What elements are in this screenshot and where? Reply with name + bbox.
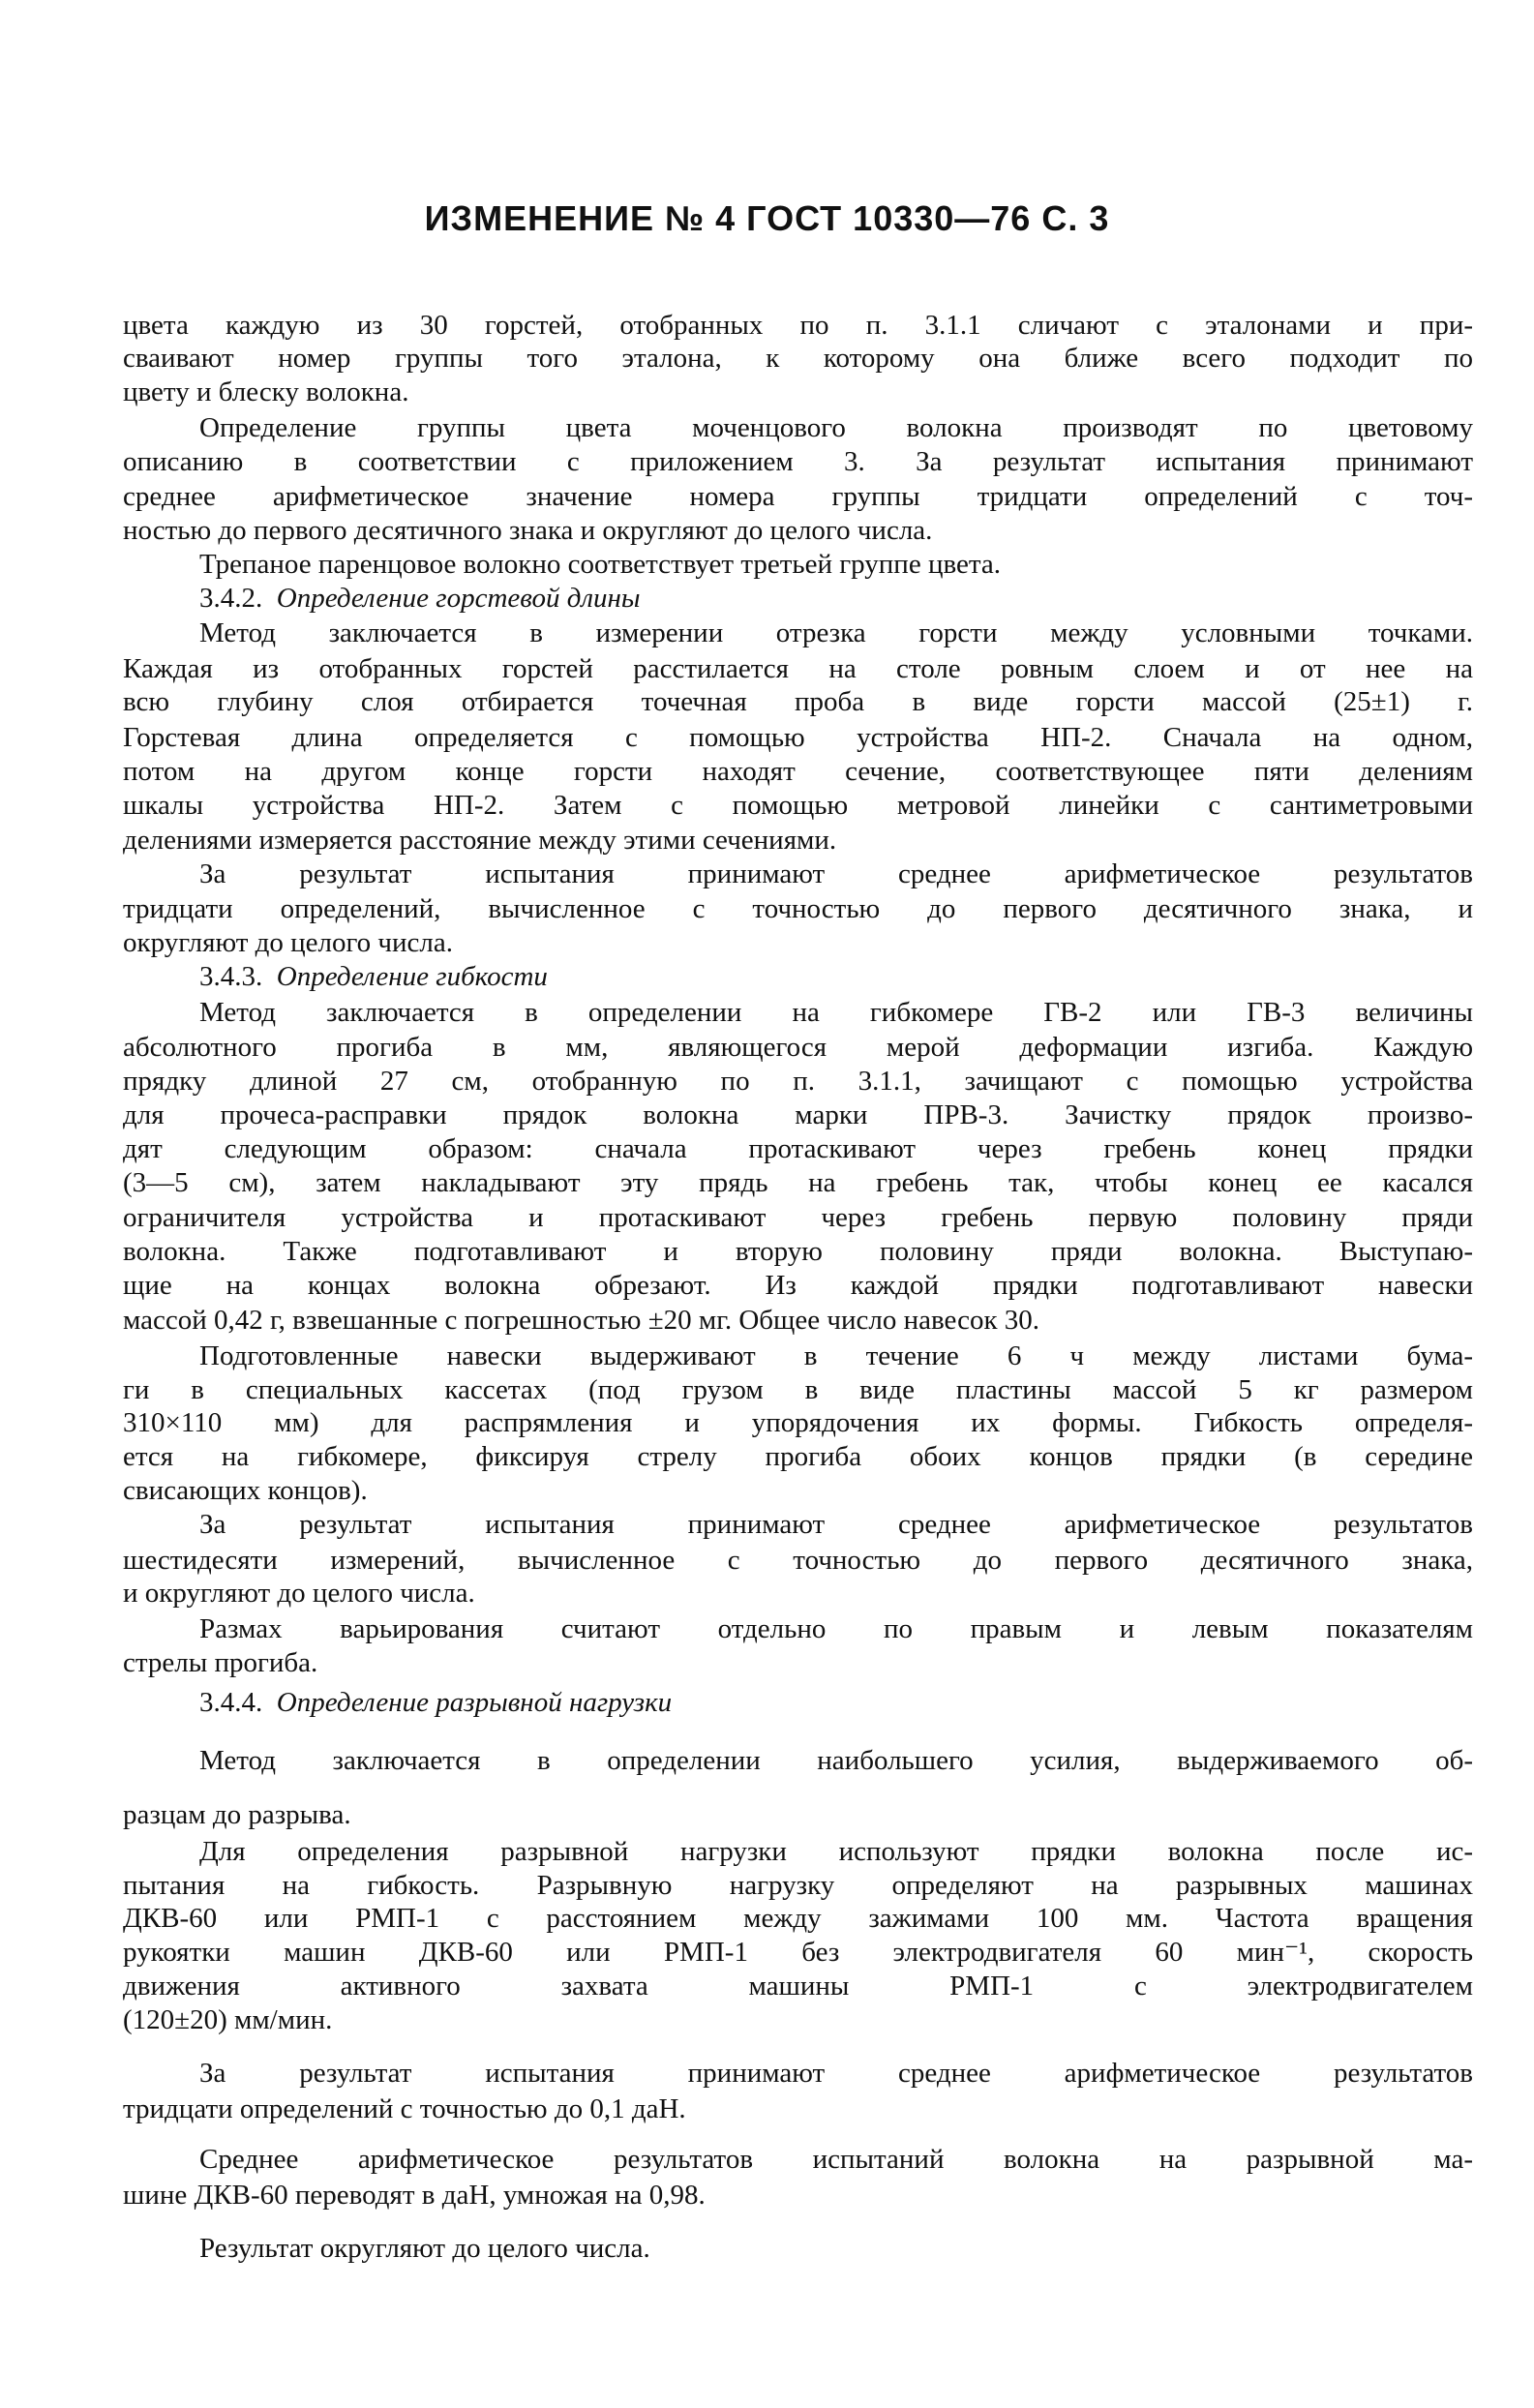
text-line: Подготовленные навески выдерживают в течение 6 ч между листами бума- bbox=[199, 1340, 1473, 1371]
text-line: Среднее арифметическое результатов испытаний волокна на разрывной ма- bbox=[199, 2144, 1473, 2175]
text-line: пытания на гибкость. Разрывную нагрузку определяют на разрывных машинах bbox=[123, 1870, 1473, 1901]
text-line: Результат округляют до целого числа. bbox=[199, 2233, 650, 2264]
text-line: округляют до целого числа. bbox=[123, 927, 454, 958]
text-line: щие на концах волокна обрезают. Из каждой прядки подготавливают навески bbox=[123, 1270, 1473, 1301]
section-number: 3.4.2. bbox=[199, 583, 263, 614]
text-line: Определение группы цвета моченцового волокна производят по цветовому bbox=[199, 412, 1473, 443]
section-title: Определение гибкости bbox=[276, 961, 548, 992]
section-title: Определение разрывной нагрузки bbox=[276, 1687, 673, 1718]
text-line: цвету и блеску волокна. bbox=[123, 376, 409, 407]
text-line: прядку длиной 27 см, отобранную по п. 3.1.1, зачищают с помощью устройства bbox=[123, 1066, 1473, 1097]
section-heading bbox=[199, 960, 1473, 993]
text-line: делениями измеряется расстояние между этими сечениями. bbox=[123, 825, 837, 856]
text-line: За результат испытания принимают среднее арифметическое результатов bbox=[199, 1509, 1473, 1540]
text-line: (120±20) мм/мин. bbox=[123, 2004, 333, 2035]
text-line: Каждая из отобранных горстей расстилается на столе ровным слоем и от нее на bbox=[123, 653, 1473, 684]
text-line: 310×110 мм) для распрямления и упорядочения их формы. Гибкость определя- bbox=[123, 1407, 1473, 1438]
text-line: среднее арифметическое значение номера группы тридцати определений с точ- bbox=[123, 481, 1473, 512]
section-number: 3.4.3. bbox=[199, 961, 263, 992]
text-line: стрелы прогиба. bbox=[123, 1647, 318, 1678]
text-line: (3—5 см), затем накладывают эту прядь на гребень так, чтобы конец ее касался bbox=[123, 1167, 1473, 1198]
text-line: цвета каждую из 30 горстей, отобранных по п. 3.1.1 сличают с эталонами и при- bbox=[123, 310, 1473, 341]
text-line: и округляют до целого числа. bbox=[123, 1578, 475, 1609]
text-line: ностью до первого десятичного знака и округляют до целого числа. bbox=[123, 515, 933, 546]
text-line: свисающих концов). bbox=[123, 1475, 368, 1506]
text-line: ется на гибкомере, фиксируя стрелу прогиба обоих концов прядки (в середине bbox=[123, 1441, 1473, 1472]
section-heading bbox=[199, 1686, 1473, 1719]
text-line: Метод заключается в определении на гибкомере ГВ-2 или ГВ-3 величины bbox=[199, 997, 1473, 1028]
text-line: Горстевая длина определяется с помощью устройства НП-2. Сначала на одном, bbox=[123, 722, 1473, 753]
text-line: рукоятки машин ДКВ-60 или РМП-1 без электродвигателя 60 мин⁻¹, скорость bbox=[123, 1937, 1473, 1968]
text-line: дят следующим образом: сначала протаскивают через гребень конец прядки bbox=[123, 1133, 1473, 1164]
text-line: сваивают номер группы того эталона, к которому она ближе всего подходит по bbox=[123, 343, 1473, 374]
section-heading bbox=[199, 582, 1473, 615]
text-line: массой 0,42 г, взвешанные с погрешностью ±20 мг. Общее число навесок 30. bbox=[123, 1305, 1040, 1336]
text-line: абсолютного прогиба в мм, являющегося мерой деформации изгиба. Каждую bbox=[123, 1032, 1473, 1063]
text-line: потом на другом конце горсти находят сечение, соответствующее пяти делениям bbox=[123, 756, 1473, 787]
text-line: За результат испытания принимают среднее арифметическое результатов bbox=[199, 858, 1473, 889]
text-line: Метод заключается в измерении отрезка горсти между условными точками. bbox=[199, 617, 1473, 648]
text-line: разцам до разрыва. bbox=[123, 1799, 351, 1830]
text-line: описанию в соответствии с приложением 3. За результат испытания принимают bbox=[123, 446, 1473, 477]
text-line: Размах варьирования считают отдельно по правым и левым показателям bbox=[199, 1613, 1473, 1644]
section-number: 3.4.4. bbox=[199, 1687, 263, 1718]
section-title: Определение горстевой длины bbox=[276, 583, 641, 614]
text-line: шине ДКВ-60 переводят в даН, умножая на 0,98. bbox=[123, 2180, 706, 2211]
text-line: ги в специальных кассетах (под грузом в виде пластины массой 5 кг размером bbox=[123, 1374, 1473, 1405]
text-line: тридцати определений, вычисленное с точностью до первого десятичного знака, и bbox=[123, 893, 1473, 924]
text-line: движения активного захвата машины РМП-1 с электродвигателем bbox=[123, 1971, 1473, 2002]
text-line: шкалы устройства НП-2. Затем с помощью метровой линейки с сантиметровыми bbox=[123, 790, 1473, 821]
text-line: За результат испытания принимают среднее арифметическое результатов bbox=[199, 2058, 1473, 2089]
text-line: тридцати определений с точностью до 0,1 даН. bbox=[123, 2093, 686, 2124]
text-line: Метод заключается в определении наибольшего усилия, выдерживаемого об- bbox=[199, 1745, 1473, 1776]
text-line: ограничителя устройства и протаскивают через гребень первую половину пряди bbox=[123, 1202, 1473, 1233]
text-line: Для определения разрывной нагрузки используют прядки волокна после ис- bbox=[199, 1836, 1473, 1867]
text-line: для прочеса-расправки прядок волокна марки ПРВ-3. Зачистку прядок произво- bbox=[123, 1099, 1473, 1130]
text-line: ДКВ-60 или РМП-1 с расстоянием между зажимами 100 мм. Частота вращения bbox=[123, 1903, 1473, 1934]
text-line: всю глубину слоя отбирается точечная проба в виде горсти массой (25±1) г. bbox=[123, 686, 1473, 717]
text-line: волокна. Также подготавливают и вторую половину пряди волокна. Выступаю- bbox=[123, 1236, 1473, 1267]
text-line: шестидесяти измерений, вычисленное с точностью до первого десятичного знака, bbox=[123, 1545, 1473, 1576]
text-line: Трепаное паренцовое волокно соответствует третьей группе цвета. bbox=[199, 549, 1002, 580]
page-title: ИЗМЕНЕНИЕ № 4 ГОСТ 10330—76 С. 3 bbox=[424, 198, 1110, 238]
